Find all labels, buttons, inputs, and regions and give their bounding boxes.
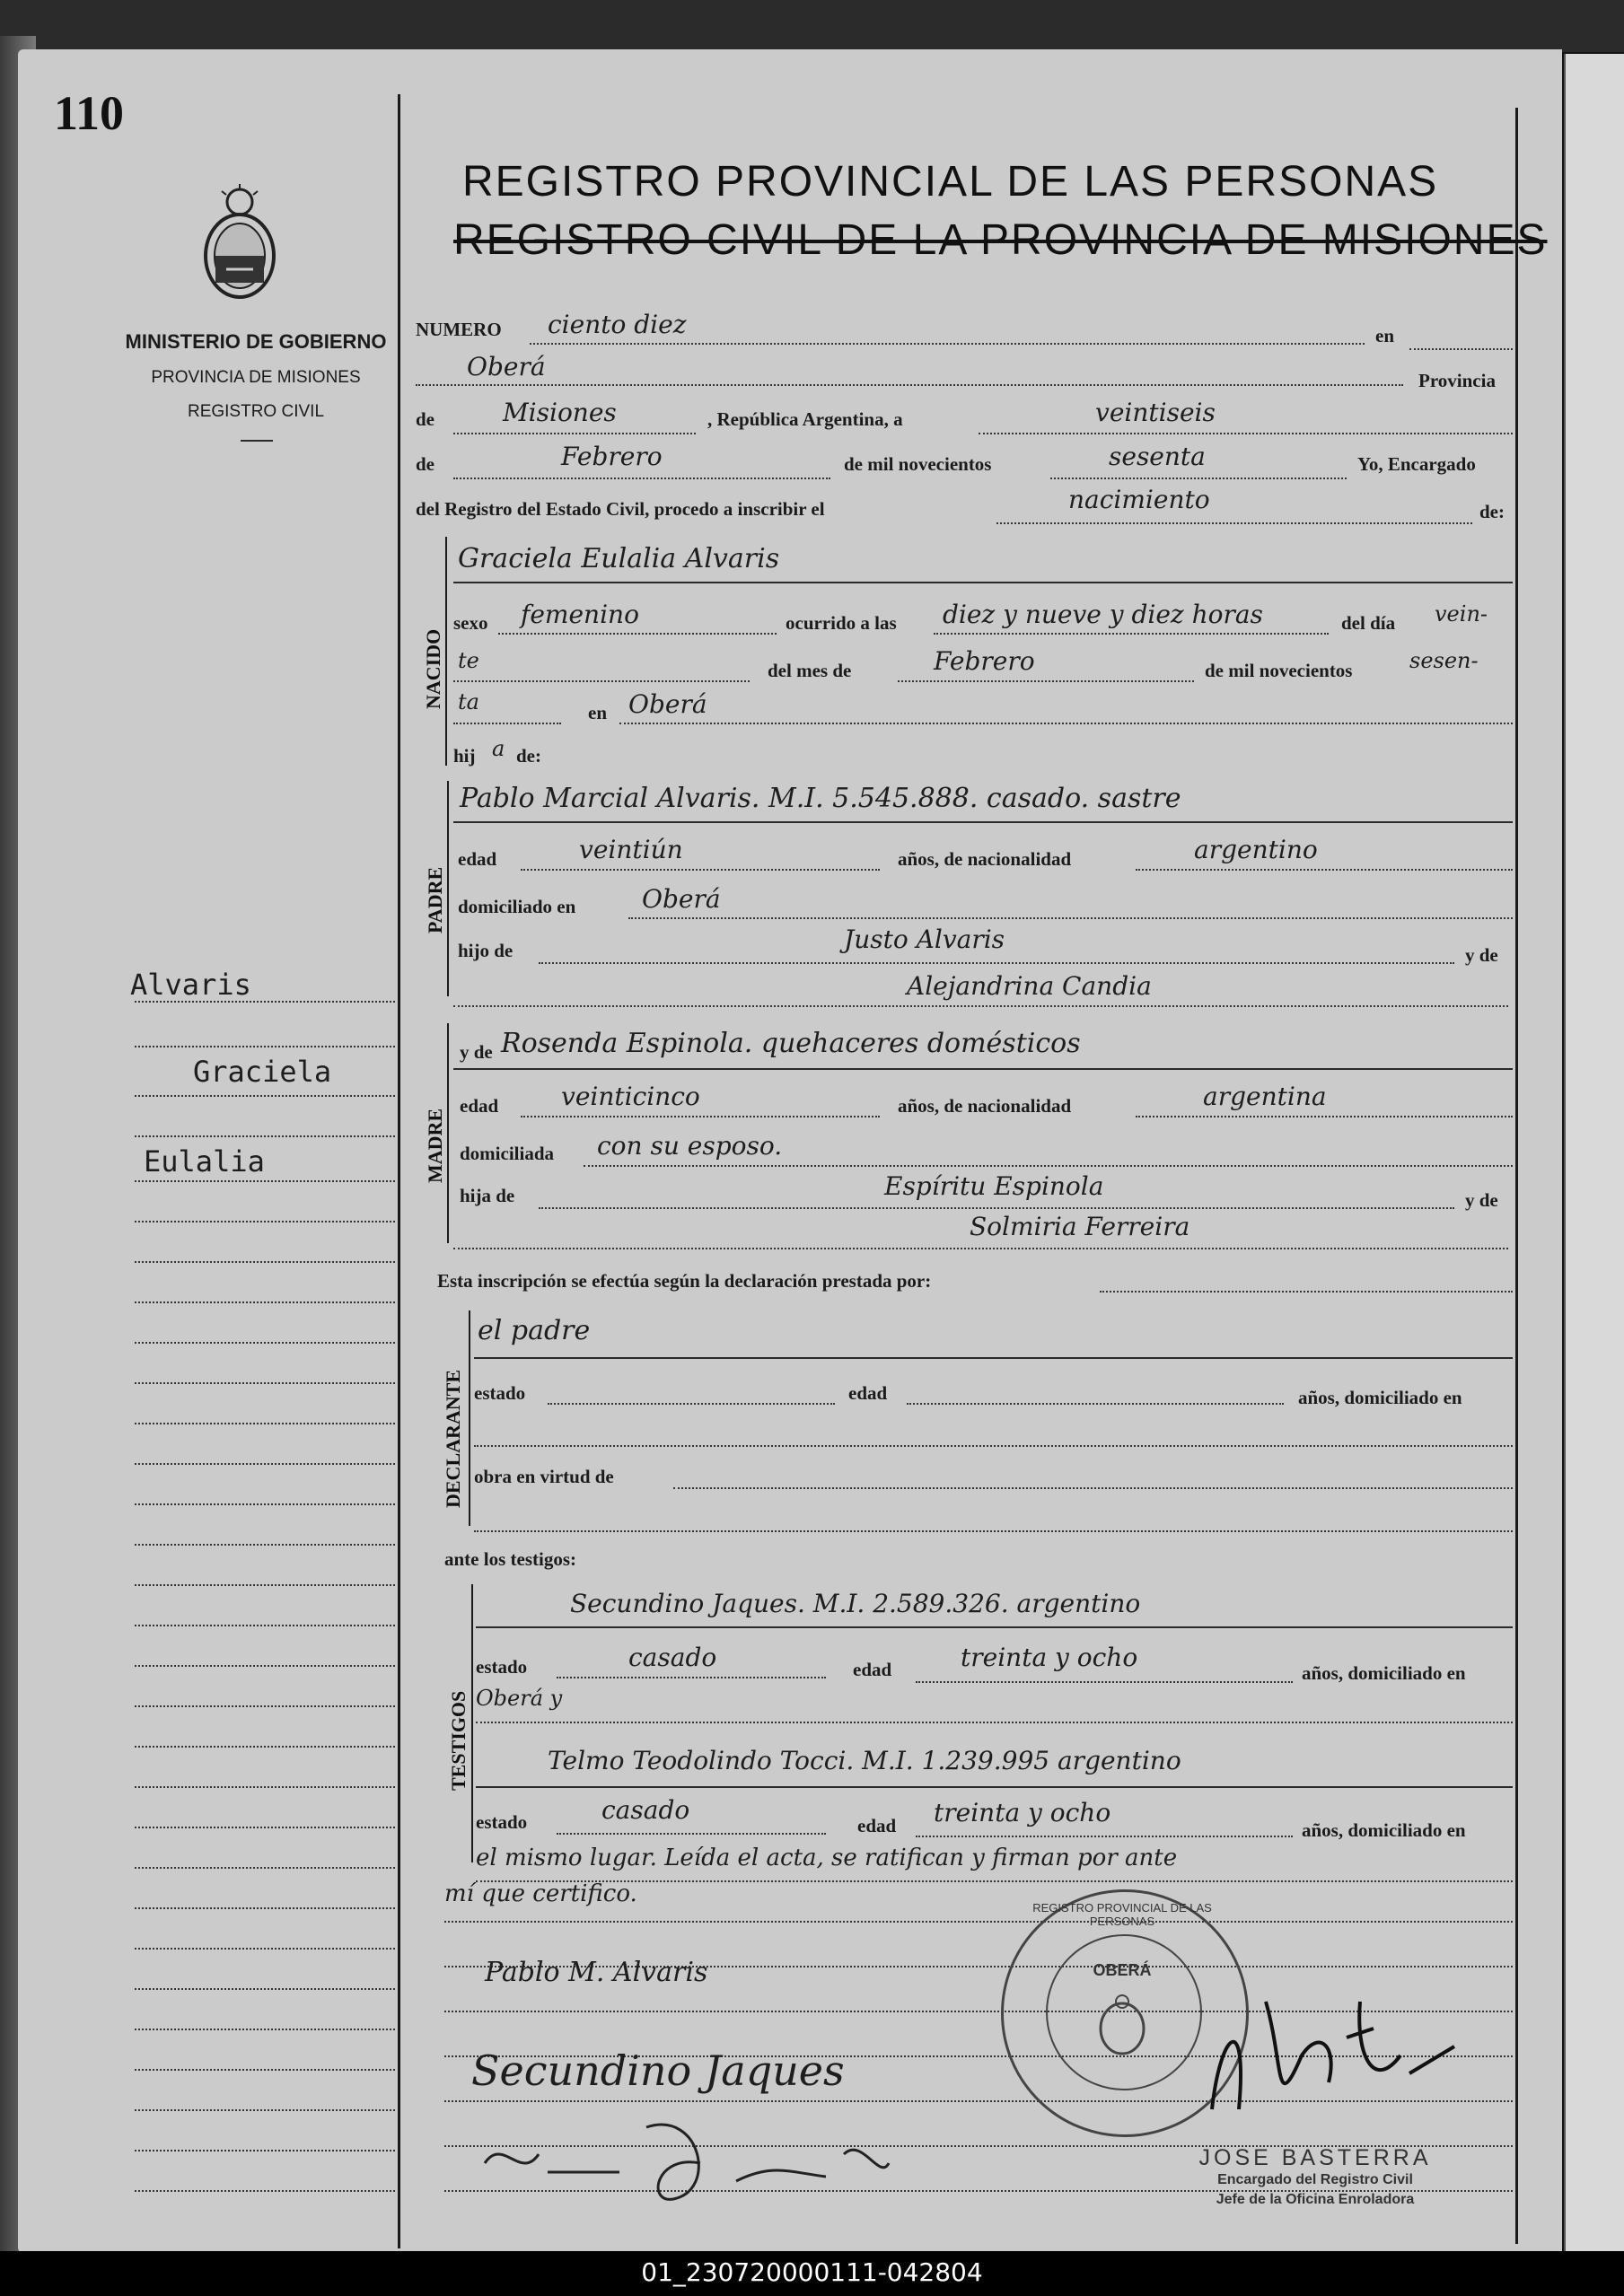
dotline [557, 1677, 826, 1678]
label-hij: hij [453, 745, 476, 767]
dotline [907, 1403, 1284, 1405]
entry-testigo1: Secundino Jaques. M.I. 2.589.326. argentino [570, 1589, 1141, 1618]
label-anos-dom: años, domiciliado en [1298, 1387, 1462, 1408]
dotline [474, 1445, 1513, 1447]
entry-nombre: Graciela Eulalia Alvaris [458, 543, 780, 574]
dotline [416, 384, 1403, 386]
dotline [548, 1403, 835, 1405]
label-provincia: Provincia [1418, 370, 1496, 391]
bracket-testigos [471, 1584, 473, 1862]
margin-name-1: Graciela [193, 1055, 332, 1089]
entry-anio-nac-b: ta [458, 689, 479, 714]
label-edad: edad [458, 848, 497, 870]
label-nacido: NACIDO [422, 628, 444, 709]
label-edad-t1: edad [853, 1659, 892, 1680]
entry-padre: Pablo Marcial Alvaris. M.I. 5.545.888. casado. sastre [460, 783, 1181, 814]
dotline [584, 1165, 1513, 1167]
dotline [530, 343, 1365, 345]
label-edad-decl: edad [848, 1382, 888, 1404]
label-de-2: de: [516, 745, 541, 767]
rule [476, 1626, 1513, 1628]
entry-madre-dom: con su esposo. [597, 1131, 783, 1161]
dotline [521, 1116, 880, 1117]
dotline [521, 869, 880, 871]
dotline [453, 723, 561, 724]
entry-anio: sesenta [1109, 442, 1206, 471]
margin-line [135, 1301, 395, 1303]
entry-cierre-2: mí que certifico. [444, 1880, 637, 1907]
label-domiciliada: domiciliada [460, 1143, 555, 1164]
dotline [916, 1836, 1293, 1837]
label-del-registro: del Registro del Estado Civil, procedo a inscribir el [416, 498, 825, 520]
dotline [444, 1921, 1513, 1923]
margin-line [135, 1095, 395, 1097]
label-hijo-de: hijo de [458, 940, 514, 961]
label-testigos: TESTIGOS [447, 1690, 470, 1791]
margin-line [135, 1503, 395, 1505]
entry-testigo2-edad: treinta y ocho [934, 1798, 1111, 1827]
entry-provincia: Misiones [503, 398, 617, 427]
margin-line [135, 1705, 395, 1707]
entry-padre-dom: Oberá [642, 884, 721, 914]
dotline [673, 1487, 1513, 1489]
entry-cierre-1: el mismo lugar. Leída el acta, se ratifican y firman por ante [476, 1845, 1178, 1871]
entry-padre-madre: Alejandrina Candia [907, 971, 1152, 1001]
rule [453, 1068, 1513, 1070]
rule [453, 582, 1513, 583]
header-line-2: REGISTRO CIVIL DE LA PROVINCIA DE MISIONES [453, 216, 1548, 264]
dotline [1100, 1291, 1513, 1293]
dotline [619, 723, 1513, 724]
label-numero: NUMERO [416, 319, 502, 340]
dotline [453, 1248, 1508, 1249]
margin-line [135, 2190, 395, 2192]
entry-madre-madre: Solmiria Ferreira [970, 1212, 1190, 1241]
label-madre: MADRE [424, 1108, 446, 1183]
next-page-edge [1564, 54, 1624, 2257]
right-rule [1515, 108, 1518, 2244]
margin-line [135, 2029, 395, 2030]
ministry-title: MINISTERIO DE GOBIERNO [125, 330, 387, 353]
margin-line [135, 1625, 395, 1626]
entry-dia-nac-a: vein- [1435, 601, 1488, 627]
entry-hora: diez y nueve y diez horas [943, 600, 1263, 629]
margin-line [135, 2069, 395, 2071]
label-estado-t2: estado [476, 1811, 528, 1833]
entry-declarante: el padre [478, 1315, 591, 1346]
rule [453, 821, 1513, 823]
dotline [1136, 869, 1513, 871]
entry-testigo1-dom: Oberá y [476, 1686, 563, 1711]
margin-line [135, 1584, 395, 1586]
margin-line [135, 1463, 395, 1465]
margin-name-2: Eulalia [144, 1144, 265, 1179]
dotline [996, 522, 1472, 524]
dotline [539, 1207, 1454, 1209]
rule [474, 1357, 1513, 1359]
margin-surname: Alvaris [130, 968, 251, 1002]
entry-hij-suffix: a [492, 736, 505, 761]
entry-padre-nac: argentino [1194, 835, 1318, 864]
margin-line [135, 2109, 395, 2111]
entry-sexo: femenino [521, 600, 639, 629]
bracket-nacido [445, 537, 447, 766]
label-anos-dom-t1: años, domiciliado en [1302, 1662, 1466, 1684]
label-edad-t2: edad [857, 1815, 897, 1836]
label-de: de [416, 408, 435, 430]
dotline [898, 680, 1194, 682]
dotline [1136, 1116, 1513, 1117]
entry-testigo1-estado: casado [628, 1643, 717, 1672]
bracket-declarante [469, 1310, 470, 1526]
label-anos-nac: años, de nacionalidad [898, 848, 1072, 870]
coat-of-arms-icon [199, 184, 280, 301]
dotline [498, 633, 777, 635]
label-edad: edad [460, 1095, 499, 1117]
dotline [453, 680, 750, 682]
rule [476, 1786, 1513, 1788]
label-estado: estado [474, 1382, 526, 1404]
officer-title-2: Jefe de la Oficina Enroladora [1216, 2192, 1415, 2207]
entry-acto: nacimiento [1068, 485, 1210, 514]
entry-localidad: Oberá [467, 352, 546, 381]
label-anos-dom-t2: años, domiciliado en [1302, 1819, 1466, 1841]
margin-line [135, 1342, 395, 1344]
seal-ring-text: REGISTRO PROVINCIAL DE LAS PERSONAS [1032, 1901, 1212, 1928]
dotline [1409, 348, 1513, 350]
label-del-mes: del mes de [768, 660, 852, 681]
margin-line [135, 1827, 395, 1828]
entry-padre-edad: veintiún [579, 835, 683, 864]
ministry-rule [241, 440, 273, 442]
dotline [628, 917, 1513, 919]
margin-line [135, 1180, 395, 1182]
label-de-mil-2: de mil novecientos [1205, 660, 1353, 681]
entry-madre-edad: veinticinco [561, 1082, 700, 1111]
dotline [934, 633, 1329, 635]
entry-dia: veintiseis [1095, 398, 1216, 427]
label-domiciliado: domiciliado en [458, 896, 576, 917]
margin-line [135, 1867, 395, 1869]
dotline [476, 1722, 1513, 1723]
entry-dia-nac-b: te [458, 648, 479, 673]
label-de-colon: de: [1479, 501, 1505, 522]
dotline [453, 433, 696, 434]
label-declarante: DECLARANTE [442, 1369, 464, 1508]
dotline [453, 1005, 1508, 1007]
label-y-de: y de [1465, 944, 1498, 966]
label-en: en [1375, 325, 1394, 346]
label-en-2: en [588, 702, 607, 723]
dotline [1050, 478, 1347, 479]
officer-title-1: Encargado del Registro Civil [1217, 2172, 1413, 2187]
label-de-mil: de mil novecientos [844, 453, 992, 475]
entry-madre-padre: Espíritu Espinola [884, 1171, 1104, 1201]
filename-label: 01_230720000111-042804 [641, 2257, 983, 2287]
label-y-de-madre: y de [460, 1041, 493, 1063]
officer-name: JOSE BASTERRA [1198, 2145, 1432, 2170]
page-number: 110 [54, 86, 125, 140]
dotline [979, 433, 1513, 434]
margin-line [135, 1948, 395, 1950]
label-inscripcion: Esta inscripción se efectúa según la declaración prestada por: [437, 1270, 932, 1292]
entry-testigo2: Telmo Teodolindo Tocci. M.I. 1.239.995 argentino [548, 1746, 1181, 1775]
label-ante: ante los testigos: [444, 1548, 576, 1570]
margin-line [135, 1221, 395, 1222]
label-padre: PADRE [424, 866, 446, 933]
top-binding-strip [0, 0, 1624, 52]
entry-lugar-nac: Oberá [628, 689, 707, 719]
signature-father: Pablo M. Alvaris [485, 1957, 708, 1988]
officer-signature [1194, 1975, 1463, 2127]
entry-mes: Febrero [561, 442, 663, 471]
ministry-province: PROVINCIA DE MISIONES [151, 368, 361, 387]
margin-line [135, 1907, 395, 1909]
bracket-padre [447, 781, 449, 996]
bracket-madre [447, 1023, 449, 1243]
margin-line [135, 1135, 395, 1137]
margin-line [135, 1261, 395, 1263]
margin-line [135, 1786, 395, 1788]
margin-line [135, 2150, 395, 2151]
dotline [557, 1833, 826, 1835]
label-y-de-2: y de [1465, 1189, 1498, 1211]
entry-padre-padre: Justo Alvaris [844, 925, 1005, 954]
margin-line [135, 1382, 395, 1384]
label-del-dia: del día [1341, 612, 1396, 634]
seal-center-text: OBERÁ [1093, 1961, 1152, 1979]
entry-testigo1-edad: treinta y ocho [961, 1643, 1138, 1672]
label-sexo: sexo [453, 612, 488, 634]
entry-numero: ciento diez [548, 310, 687, 339]
margin-line [135, 1988, 395, 1990]
label-de: de [416, 453, 435, 475]
entry-anio-nac-a: sesen- [1409, 648, 1479, 673]
dotline [539, 962, 1454, 964]
seal-arms-icon [1091, 1993, 1154, 2055]
label-estado-t1: estado [476, 1656, 528, 1678]
entry-madre-nac: argentina [1203, 1082, 1327, 1111]
entry-madre: Rosenda Espinola. quehaceres domésticos [501, 1028, 1081, 1059]
label-yo: Yo, Encargado [1357, 453, 1476, 475]
margin-line [135, 1046, 395, 1047]
dotline [474, 1530, 1513, 1532]
margin-line [135, 1423, 395, 1424]
label-republica: , República Argentina, a [707, 408, 903, 430]
label-ocurrido: ocurrido a las [786, 612, 897, 634]
label-anos-nac-madre: años, de nacionalidad [898, 1095, 1072, 1117]
signature-witness-1: Secundino Jaques [471, 2046, 845, 2095]
entry-mes-nac: Febrero [934, 646, 1035, 676]
margin-line [135, 1665, 395, 1667]
margin-line [135, 1544, 395, 1546]
signature-witness-2 [467, 2100, 1005, 2208]
header-line-1: REGISTRO PROVINCIAL DE LAS PERSONAS [462, 158, 1439, 206]
label-obra: obra en virtud de [474, 1466, 614, 1487]
margin-line [135, 1746, 395, 1748]
dotline [916, 1681, 1293, 1683]
ministry-registry: REGISTRO CIVIL [187, 402, 325, 421]
entry-testigo2-estado: casado [601, 1795, 690, 1825]
label-hija-de: hija de [460, 1185, 515, 1206]
dotline [453, 478, 830, 479]
